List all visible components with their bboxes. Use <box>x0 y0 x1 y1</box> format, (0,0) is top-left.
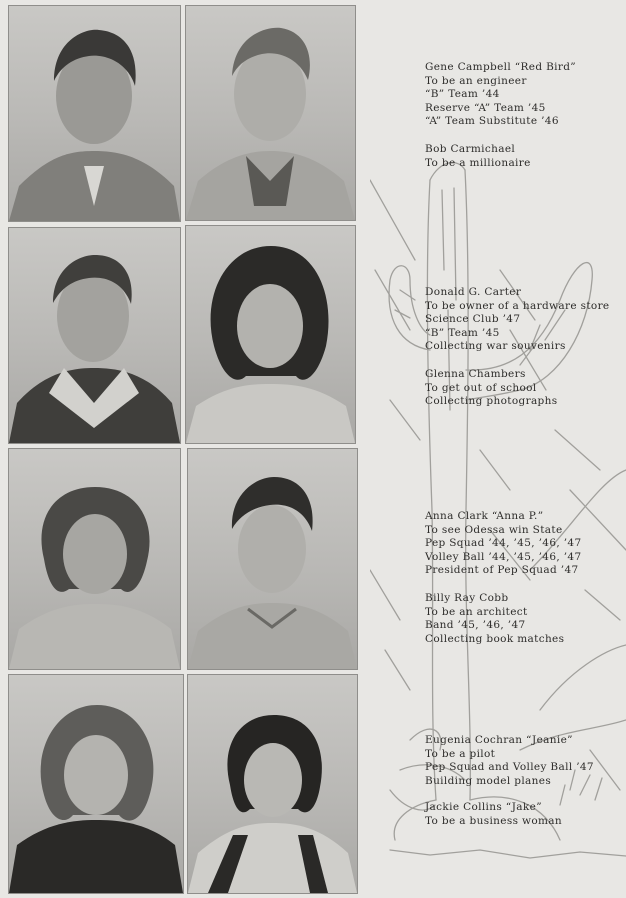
bio-line: Pep Squad and Volley Ball ’47 <box>425 761 594 774</box>
portrait-photo-gene-campbell <box>8 5 181 222</box>
bio-line: Band ’45, ’46, ’47 <box>425 619 526 632</box>
bio-jackie-collins <box>425 801 625 828</box>
student-name: Glenna Chambers <box>425 368 526 380</box>
portrait-silhouette-icon <box>9 675 183 893</box>
portrait-photo-donald-carter <box>8 227 181 444</box>
bio-line: “B” Team ’45 <box>425 326 500 339</box>
student-name: Jackie Collins “Jake” <box>425 801 542 813</box>
portrait-silhouette-icon <box>9 228 180 443</box>
bio-gene-campbell <box>425 61 625 129</box>
bio-line: To be an architect <box>425 605 528 618</box>
bio-anna-clark <box>425 510 625 578</box>
bio-line: To get out of school <box>425 381 537 394</box>
bio-line: Pep Squad ’44, ’45, ’46, ’47 <box>425 537 582 550</box>
portrait-silhouette-icon <box>9 6 180 221</box>
portrait-silhouette-icon <box>9 449 180 669</box>
student-name: Anna Clark “Anna P.” <box>425 510 544 522</box>
bio-line: Collecting book matches <box>425 632 565 645</box>
portrait-photo-billy-ray-cobb <box>187 448 358 670</box>
bio-billy-ray-cobb <box>425 592 625 646</box>
bio-donald-carter <box>425 286 625 354</box>
bio-line: “A” Team Substitute ’46 <box>425 115 559 128</box>
student-name: Billy Ray Cobb <box>425 592 509 604</box>
portrait-photo-bob-carmichael <box>185 5 356 221</box>
portrait-photo-eugenia-cochran <box>8 674 184 894</box>
bio-line: President of Pep Squad ’47 <box>425 564 579 577</box>
bio-line: “B” Team ’44 <box>425 88 500 101</box>
bio-line: To be a pilot <box>425 747 496 760</box>
bio-line: To be owner of a hardware store <box>425 299 610 312</box>
bio-line: Reserve “A” Team ’45 <box>425 101 546 114</box>
bio-eugenia-cochran <box>425 734 625 788</box>
portrait-photo-anna-clark <box>8 448 181 670</box>
student-name: Donald G. Carter <box>425 286 522 298</box>
bio-line: Building model planes <box>425 774 552 787</box>
portrait-silhouette-icon <box>186 226 355 443</box>
bio-line: To see Odessa win State <box>425 523 563 536</box>
bio-line: Collecting photographs <box>425 395 558 408</box>
student-name: Bob Carmichael <box>425 143 516 155</box>
portrait-photo-glenna-chambers <box>185 225 356 444</box>
bio-line: Collecting war souvenirs <box>425 340 566 353</box>
student-name: Gene Campbell “Red Bird” <box>425 61 577 73</box>
bio-line: To be a millionaire <box>425 156 531 169</box>
portrait-photo-jackie-collins <box>187 674 358 894</box>
bio-line: To be an engineer <box>425 74 527 87</box>
bio-bob-carmichael <box>425 143 625 170</box>
bio-line: To be a business woman <box>425 814 563 827</box>
portrait-silhouette-icon <box>186 6 355 220</box>
bio-line: Volley Ball ’44, ’45, ’46, ’47 <box>425 550 582 563</box>
bio-glenna-chambers <box>425 368 625 409</box>
portrait-silhouette-icon <box>188 449 357 669</box>
portrait-silhouette-icon <box>188 675 357 893</box>
bio-line: Science Club ’47 <box>425 313 521 326</box>
student-name: Eugenia Cochran “Jeanie” <box>425 734 573 746</box>
